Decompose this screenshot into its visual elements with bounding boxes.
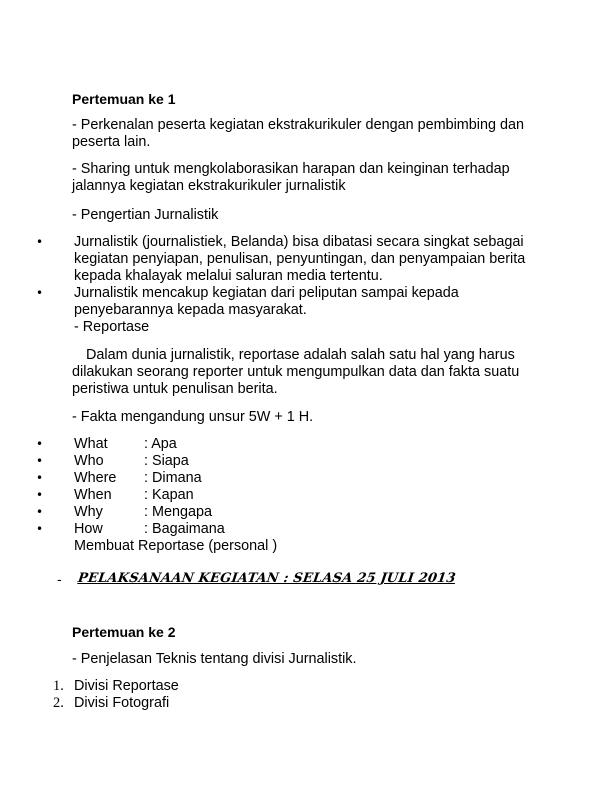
list-item bbox=[0, 521, 560, 538]
list-number: 1. bbox=[53, 678, 64, 694]
question-meaning: : Kapan bbox=[144, 487, 194, 503]
list-item bbox=[0, 470, 560, 487]
division-name: Divisi Reportase bbox=[74, 678, 179, 694]
bullet-icon: • bbox=[36, 505, 44, 519]
question-meaning: : Dimana bbox=[144, 470, 202, 486]
intro-paragraph: - Sharing untuk mengkolaborasikan harapan dan keinginan terhadap jalannya kegiatan ekstrakurikuler jurnalistik bbox=[72, 161, 510, 194]
question-word: When bbox=[74, 487, 112, 503]
fakta-label: - Fakta mengandung unsur 5W + 1 H. bbox=[72, 409, 314, 425]
bullet-icon: • bbox=[36, 437, 44, 451]
list-item bbox=[0, 234, 560, 285]
meeting-2-title: Pertemuan ke 2 bbox=[72, 624, 176, 640]
question-word: What bbox=[74, 436, 108, 452]
activity-date-heading: PELAKSANAAN KEGIATAN : SELASA 25 JULI 2013 bbox=[76, 571, 457, 586]
division-name: Divisi Fotografi bbox=[74, 695, 170, 711]
question-word: How bbox=[74, 521, 103, 537]
intro-paragraph: - Perkenalan peserta kegiatan ekstrakurikuler dengan pembimbing dan peserta lain. bbox=[72, 117, 524, 150]
reportase-text: Dalam dunia jurnalistik, reportase adalah salah satu hal yang harus dilakukan seorang reporter untuk mengumpulkan data dan fakta suatu peristiwa untuk penulisan berita. bbox=[72, 347, 520, 397]
bullet-icon: • bbox=[36, 454, 44, 468]
question-meaning: : Bagaimana bbox=[144, 521, 225, 537]
reportase-label: - Reportase bbox=[74, 319, 150, 335]
list-item bbox=[0, 695, 560, 712]
meeting-1-intro-2 bbox=[72, 161, 552, 195]
list-item bbox=[0, 453, 560, 470]
division-list bbox=[0, 678, 560, 712]
list-item bbox=[0, 504, 560, 521]
bullet-icon: • bbox=[36, 235, 44, 249]
question-word: Where bbox=[74, 470, 117, 486]
bullet-icon: • bbox=[36, 522, 44, 536]
intro-paragraph: - Pengertian Jurnalistik bbox=[72, 207, 219, 223]
list-item bbox=[0, 678, 560, 695]
bullet-icon: • bbox=[36, 471, 44, 485]
bullet-text: Jurnalistik (journalistiek, Belanda) bisa dibatasi secara singkat sebagai kegiatan penyiapan, penulisan, penyuntingan, dan penyampaian berita kepada khalayak melalui saluran media tertentu. bbox=[74, 234, 526, 284]
five-w-list bbox=[0, 436, 560, 555]
list-item bbox=[0, 285, 560, 319]
question-meaning: : Apa bbox=[144, 436, 177, 452]
list-number: 2. bbox=[53, 695, 64, 711]
question-word: Why bbox=[74, 504, 103, 520]
reportase-paragraph bbox=[72, 347, 552, 398]
definition-bullet-list bbox=[0, 234, 560, 336]
list-item bbox=[0, 436, 560, 453]
list-item bbox=[0, 487, 560, 504]
question-meaning: : Mengapa bbox=[144, 504, 213, 520]
bullet-icon: • bbox=[36, 488, 44, 502]
question-meaning: : Siapa bbox=[144, 453, 189, 469]
activity-dash: - bbox=[57, 571, 62, 587]
meeting-1-intro-3 bbox=[72, 207, 552, 224]
closing-line: Membuat Reportase (personal ) bbox=[74, 538, 278, 554]
bullet-icon: • bbox=[36, 286, 44, 300]
meeting-2-intro: - Penjelasan Teknis tentang divisi Jurnalistik. bbox=[72, 651, 357, 667]
question-word: Who bbox=[74, 453, 104, 469]
meeting-1-title: Pertemuan ke 1 bbox=[72, 91, 176, 107]
meeting-1-intro-1 bbox=[72, 117, 552, 151]
bullet-text: Jurnalistik mencakup kegiatan dari peliputan sampai kepada penyebarannya kepada masyarakat. bbox=[74, 285, 459, 318]
